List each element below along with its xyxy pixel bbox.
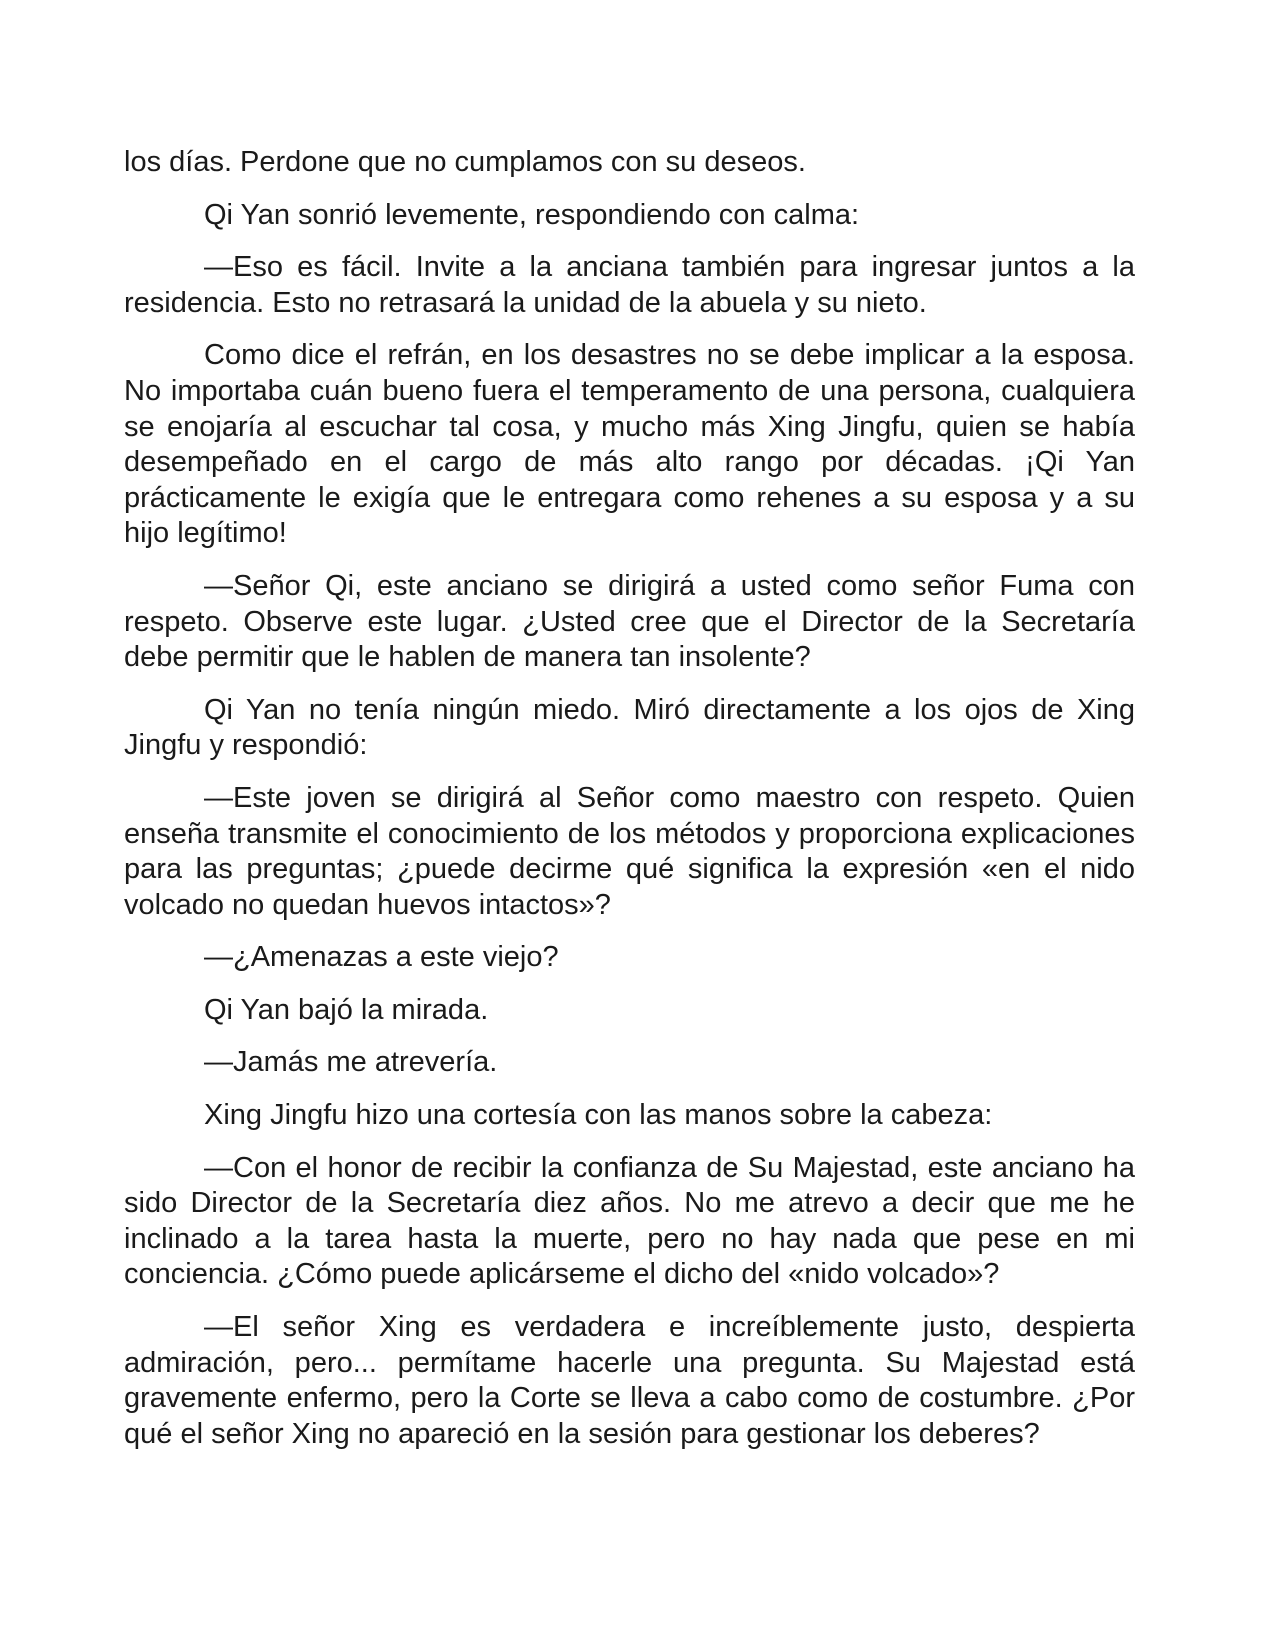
paragraph-13: —El señor Xing es verdadera e increíblemente justo, despierta admiración, pero... permítame hacerle una pregunta. Su Majestad está gravemente enfermo, pero la Corte se lleva a cabo como de costumbre. ¿Por qué el señor Xing no apareció en la sesión para gestionar los deberes? [124,1311,1135,1450]
paragraph-12: —Con el honor de recibir la confianza de Su Majestad, este anciano ha sido Director de la Secretaría diez años. No me atrevo a decir que me he inclinado a la tarea hasta la muerte, pero no hay nada que pese en mi conciencia. ¿Cómo puede aplicárseme el dicho del «nido volcado»? [124,1151,1135,1291]
paragraph-8: —¿Amenazas a este viejo? [204,941,559,974]
paragraph-1: los días. Perdone que no cumplamos con su deseos. [124,146,806,178]
paragraph-5: —Señor Qi, este anciano se dirigirá a usted como señor Fuma con respeto. Observe este lugar. ¿Usted cree que el Director de la Secretaría debe permitir que le hablen de manera tan insolente? [124,569,1135,674]
paragraph-7: —Este joven se dirigirá al Señor como maestro con respeto. Quien enseña transmite el conocimiento de los métodos y proporciona explicaciones para las preguntas; ¿puede decirme qué significa la expresión «en el nido volcado no quedan huevos intactos»? [124,781,1135,921]
paragraph-2: Qi Yan sonrió levemente, respondiendo con calma: [204,198,860,231]
document-page [124,145,1135,1469]
paragraph-10: —Jamás me atrevería. [204,1046,498,1079]
paragraph-3: —Eso es fácil. Invite a la anciana también para ingresar juntos a la residencia. Esto no retrasará la unidad de la abuela y su nieto. [124,251,1135,319]
paragraph-11: Xing Jingfu hizo una cortesía con las manos sobre la cabeza: [204,1099,993,1132]
paragraph-6: Qi Yan no tenía ningún miedo. Miró directamente a los ojos de Xing Jingfu y respondió: [124,693,1135,762]
paragraph-4: Como dice el refrán, en los desastres no se debe implicar a la esposa. No importaba cuán bueno fuera el temperamento de una persona, cualquiera se enojaría al escuchar tal cosa, y mucho más Xing Jingfu, quien se había desempeñado en el cargo de más alto rango por décadas. ¡Qi Yan prácticamente le exigía que le entregara como rehenes a su esposa y a su hijo legítimo! [124,339,1135,550]
paragraph-9: Qi Yan bajó la mirada. [204,993,489,1026]
